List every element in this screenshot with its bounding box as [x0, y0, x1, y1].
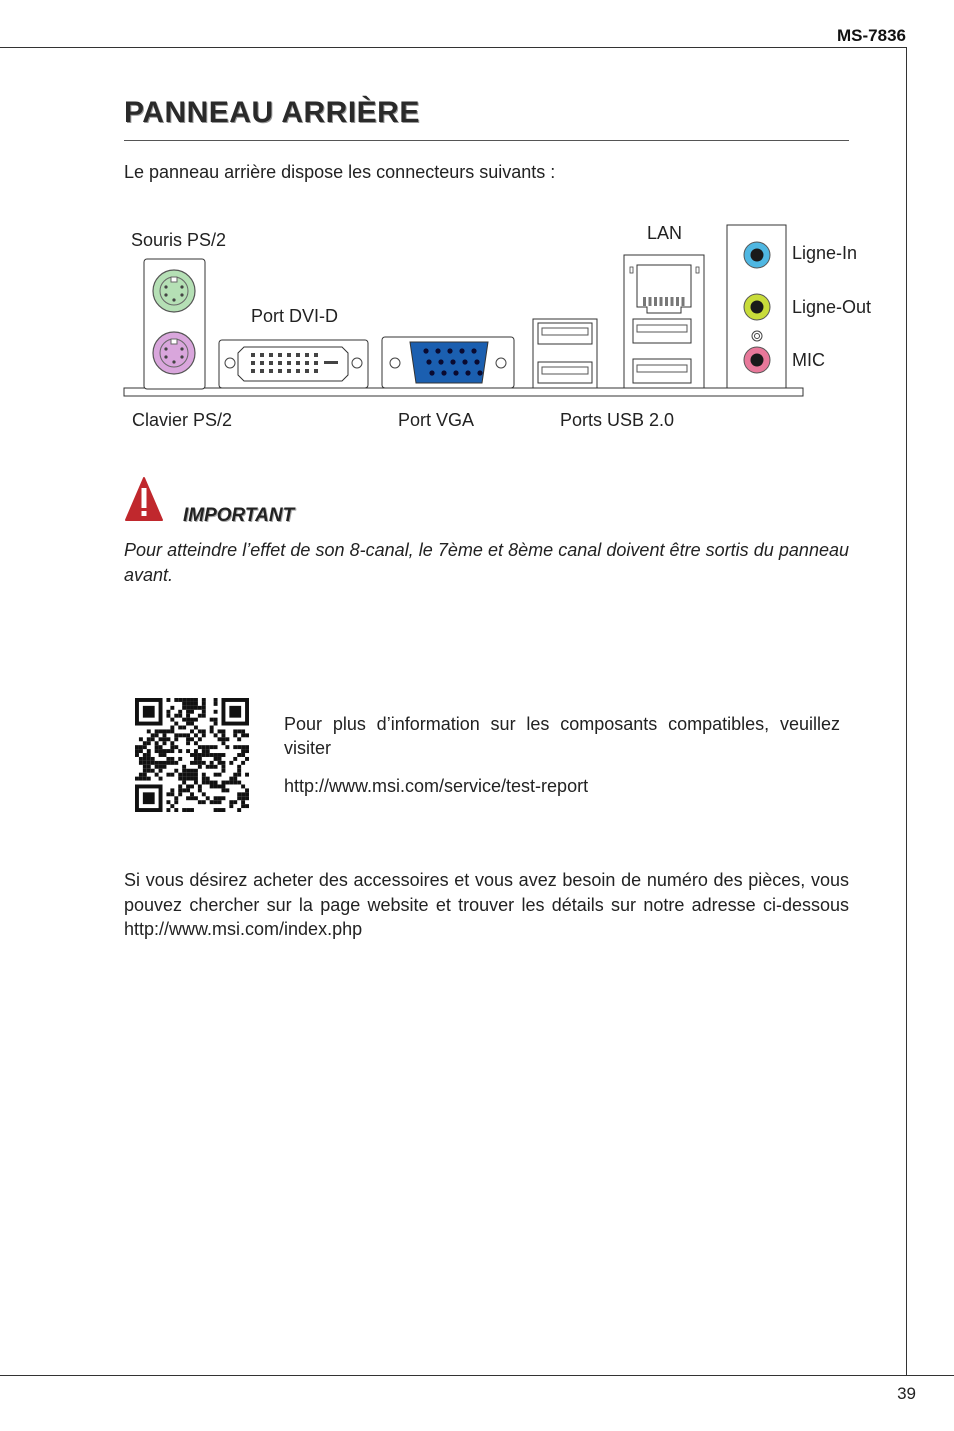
page-number: 39	[897, 1384, 916, 1403]
vga-port-icon	[382, 337, 514, 388]
label-mic: MIC	[792, 350, 825, 370]
qr-code-icon	[135, 698, 249, 812]
usb-ports-icon	[533, 319, 597, 388]
label-line-in: Ligne-In	[792, 243, 858, 263]
info-text: Pour plus d’information sur les composants compatibles, veuillez visiter	[284, 714, 840, 758]
label-dvi-port: Port DVI-D	[251, 306, 339, 326]
warning-icon	[124, 476, 164, 524]
lan-usb-ports-icon	[624, 255, 704, 388]
intro-text: Le panneau arrière dispose les connecteurs suivants :	[124, 162, 556, 182]
accessories-paragraph: Si vous désirez acheter des accessoires et vous avez besoin de numéro des pièces, vous pouvez chercher sur la page website et trouver les détails sur notre adresse ci-dessous http://www.msi.com/index.php	[124, 870, 849, 939]
header-rule	[0, 47, 906, 48]
back-panel-diagram	[120, 215, 810, 400]
page-title: PANNEAU ARRIÈRE	[124, 96, 420, 129]
label-line-out: Ligne-Out	[792, 297, 872, 317]
audio-jacks-icon	[727, 225, 786, 388]
test-report-link[interactable]: http://www.msi.com/service/test-report	[284, 776, 589, 796]
label-ps2-mouse: Souris PS/2	[131, 230, 227, 250]
label-lan: LAN	[647, 223, 683, 243]
dvi-port-icon	[219, 340, 368, 388]
title-underline	[124, 140, 849, 141]
panel-baseline	[124, 388, 803, 396]
page-right-border	[906, 47, 907, 1375]
important-label: IMPORTANT	[183, 505, 295, 526]
label-vga-port: Port VGA	[398, 410, 475, 430]
footer-rule	[0, 1375, 954, 1376]
model-number: MS-7836	[837, 26, 906, 45]
label-ps2-keyboard: Clavier PS/2	[132, 410, 233, 430]
label-usb-ports: Ports USB 2.0	[560, 410, 675, 430]
important-note: Pour atteindre l’effet de son 8-canal, le 7ème et 8ème canal doivent être sortis du panneau avant.	[124, 540, 849, 585]
ps2-ports-icon	[144, 259, 205, 389]
